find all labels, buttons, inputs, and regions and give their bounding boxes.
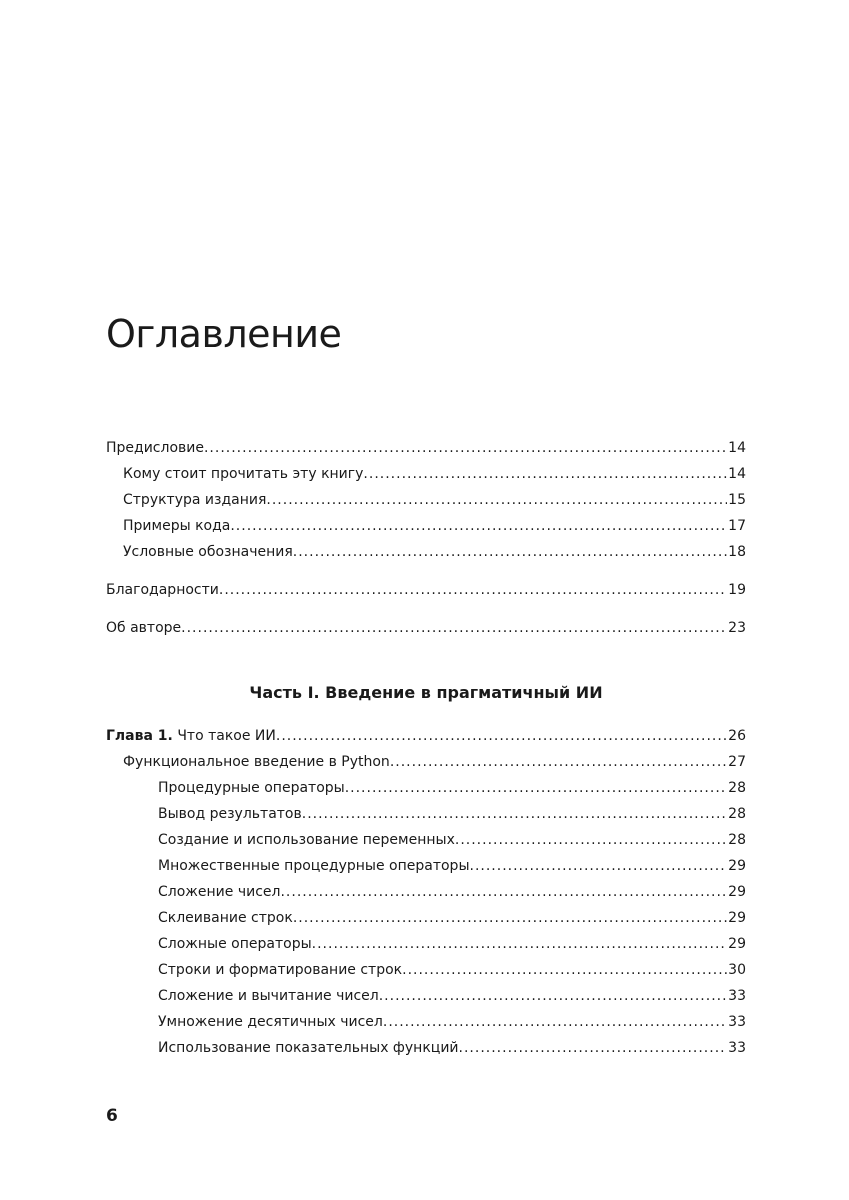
toc-entry[interactable] (106, 1014, 746, 1030)
toc-entry[interactable] (106, 806, 746, 822)
dot-leader (459, 1040, 727, 1056)
toc-entry[interactable] (106, 466, 746, 482)
toc-entry-label: Примеры кода (123, 518, 231, 534)
toc-entry-label: Кому стоит прочитать эту книгу (123, 466, 364, 482)
toc-entry-label: Об авторе (106, 620, 182, 636)
toc-entry[interactable] (106, 832, 746, 848)
toc-entry-page: 14 (728, 440, 746, 456)
dot-leader (293, 544, 727, 560)
toc-entry[interactable] (106, 780, 746, 796)
toc-entry-label: Функциональное введение в Python (123, 754, 390, 770)
toc-entry-page: 23 (728, 620, 746, 636)
part-heading: Часть I. Введение в прагматичный ИИ (249, 683, 603, 702)
dot-leader (204, 440, 727, 456)
toc-entry-page: 29 (728, 910, 746, 926)
toc-entry-label: Благодарности (106, 582, 219, 598)
toc-entry[interactable] (106, 962, 746, 978)
toc-chapter-1 (106, 728, 746, 1056)
toc-entry-page: 27 (728, 754, 746, 770)
toc-entry-label: Создание и использование переменных (158, 832, 455, 848)
toc-entry-page: 29 (728, 936, 746, 952)
toc-entry-page: 33 (728, 1040, 746, 1056)
toc-entry[interactable] (106, 582, 746, 598)
toc-entry-label: Склеивание строк (158, 910, 293, 926)
toc-entry-page: 33 (728, 988, 746, 1004)
toc-entry-page: 14 (728, 466, 746, 482)
toc-entry[interactable] (106, 1040, 746, 1056)
toc-entry-label: Строки и форматирование строк (158, 962, 403, 978)
toc-front-matter (106, 440, 746, 560)
dot-leader (383, 1014, 727, 1030)
dot-leader (470, 858, 728, 874)
dot-leader (181, 620, 727, 636)
page-number: 6 (106, 1106, 118, 1126)
toc-entry[interactable] (106, 440, 746, 456)
toc-entry-label: Структура издания (123, 492, 267, 508)
toc-entry-page: 28 (728, 832, 746, 848)
dot-leader (276, 728, 727, 744)
toc-entry-page: 15 (728, 492, 746, 508)
dot-leader (230, 518, 727, 534)
dot-leader (293, 910, 727, 926)
toc-entry-label: Использование показательных функций (158, 1040, 459, 1056)
toc-entry[interactable] (106, 518, 746, 534)
dot-leader (390, 754, 727, 770)
dot-leader (455, 832, 727, 848)
toc-entry-page: 18 (728, 544, 746, 560)
toc-entry[interactable] (106, 858, 746, 874)
toc-entry-label: Процедурные операторы (158, 780, 345, 796)
toc-entry-label: Предисловие (106, 440, 204, 456)
toc-entry-label (106, 728, 276, 744)
dot-leader (345, 780, 727, 796)
toc-entry-label: Умножение десятичных чисел (158, 1014, 383, 1030)
toc-entry-page: 29 (728, 858, 746, 874)
toc-entry[interactable] (106, 754, 746, 770)
page-title: Оглавление (106, 312, 342, 356)
dot-leader (379, 988, 727, 1004)
toc-entry-page: 33 (728, 1014, 746, 1030)
dot-leader (363, 466, 727, 482)
toc-entry[interactable] (106, 544, 746, 560)
toc-entry[interactable] (106, 910, 746, 926)
toc-entry-page: 28 (728, 780, 746, 796)
toc-entry-label: Вывод результатов (158, 806, 302, 822)
toc-entry-page: 28 (728, 806, 746, 822)
dot-leader (219, 582, 727, 598)
dot-leader (312, 936, 727, 952)
toc-entry-page: 26 (728, 728, 746, 744)
dot-leader (302, 806, 727, 822)
chapter-title: Что такое ИИ (177, 728, 276, 744)
dot-leader (402, 962, 727, 978)
toc-entry-page: 29 (728, 884, 746, 900)
toc-entry[interactable] (106, 988, 746, 1004)
dot-leader (266, 492, 727, 508)
dot-leader (280, 884, 727, 900)
toc-entry-page: 30 (728, 962, 746, 978)
chapter-prefix: Глава 1. (106, 728, 173, 744)
toc-chapter-entry[interactable] (106, 728, 746, 744)
toc-entry[interactable] (106, 936, 746, 952)
toc-acknowledgements (106, 582, 746, 598)
toc-entry-page: 17 (728, 518, 746, 534)
toc-entry-label: Множественные процедурные операторы (158, 858, 470, 874)
toc-entry-label: Сложные операторы (158, 936, 312, 952)
toc-entry-label: Сложение и вычитание чисел (158, 988, 379, 1004)
toc-entry[interactable] (106, 492, 746, 508)
toc-entry[interactable] (106, 884, 746, 900)
toc-entry-label: Сложение чисел (158, 884, 281, 900)
toc-about-author (106, 620, 746, 636)
toc-entry-page: 19 (728, 582, 746, 598)
toc-entry-label: Условные обозначения (123, 544, 293, 560)
toc-entry[interactable] (106, 620, 746, 636)
